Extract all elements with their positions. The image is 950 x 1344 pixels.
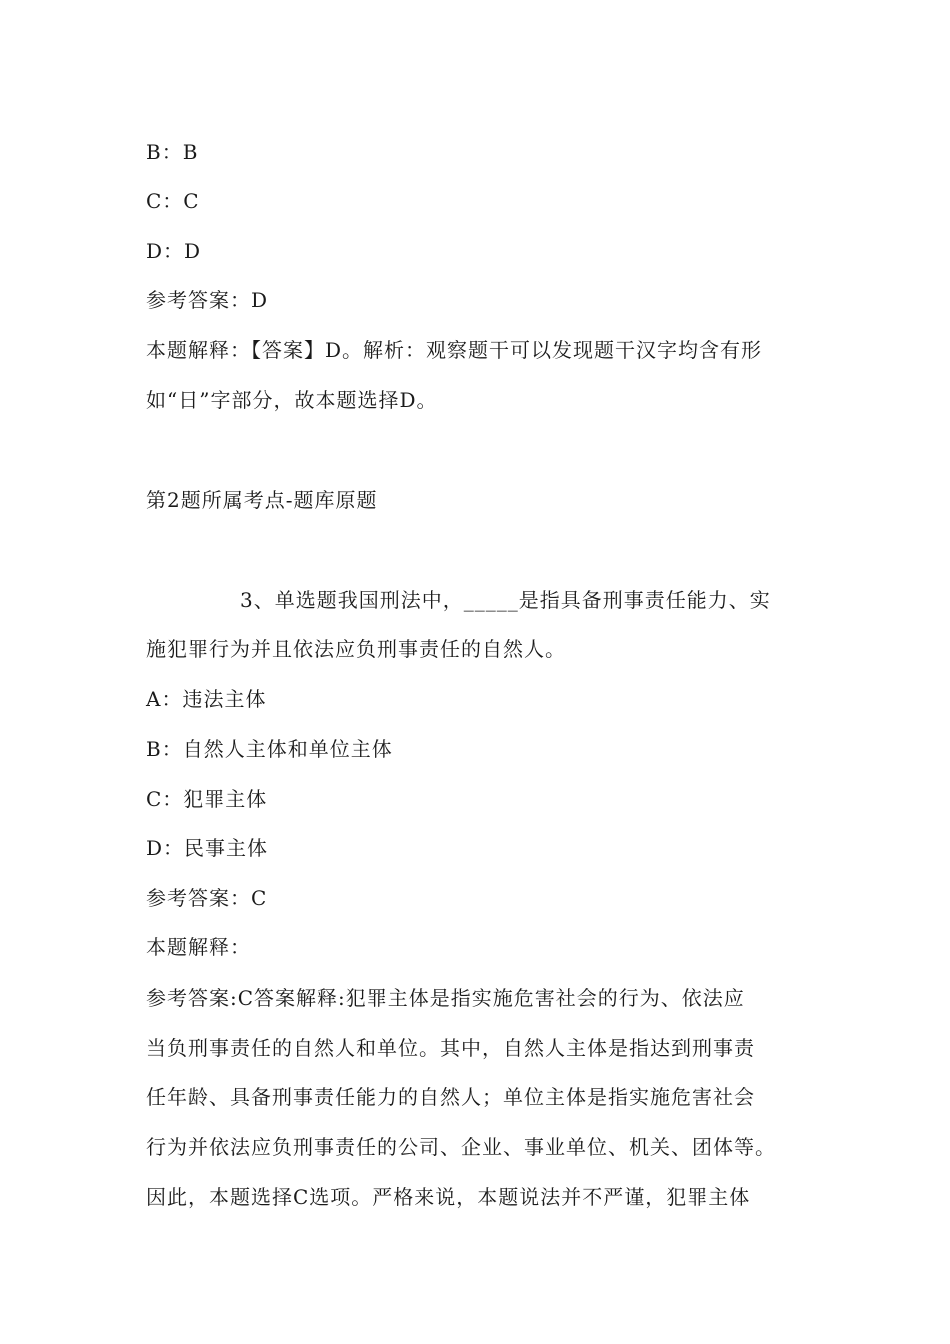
q2-answer: 参考答案：D xyxy=(146,288,269,312)
q3-option-b: B：自然人主体和单位主体 xyxy=(146,737,393,761)
q3-explanation-label: 本题解释： xyxy=(146,935,251,959)
q3-option-c: C：犯罪主体 xyxy=(146,787,268,811)
q3-explanation-line: 参考答案:C答案解释:犯罪主体是指实施危害社会的行为、依法应 xyxy=(146,986,745,1010)
q2-option-c: C：C xyxy=(146,189,200,213)
q3-explanation-line: 行为并依法应负刑事责任的公司、企业、事业单位、机关、团体等。 xyxy=(146,1135,776,1159)
q2-topic: 第2题所属考点-题库原题 xyxy=(146,488,378,512)
q3-explanation-line: 任年龄、具备刑事责任能力的自然人；单位主体是指实施危害社会 xyxy=(146,1085,755,1109)
q3-explanation-line: 当负刑事责任的自然人和单位。其中，自然人主体是指达到刑事责 xyxy=(146,1036,755,1060)
q3-answer: 参考答案：C xyxy=(146,886,268,910)
q2-explanation-line-2: 如“日”字部分，故本题选择D。 xyxy=(146,388,438,412)
q3-stem-line-2: 施犯罪行为并且依法应负刑事责任的自然人。 xyxy=(146,637,566,661)
q2-explanation-line-1: 本题解释：【答案】D。解析：观察题干可以发现题干汉字均含有形 xyxy=(146,338,763,362)
q3-explanation-line: 因此，本题选择C选项。严格来说，本题说法并不严谨，犯罪主体 xyxy=(146,1185,751,1209)
q2-option-d: D：D xyxy=(146,239,202,263)
q3-option-d: D：民事主体 xyxy=(146,836,269,860)
q3-stem-line-1: 3、单选题我国刑法中，_____是指具备刑事责任能力、实 xyxy=(240,588,771,612)
q2-option-b: B：B xyxy=(146,140,199,164)
q3-option-a: A：违法主体 xyxy=(146,687,267,711)
